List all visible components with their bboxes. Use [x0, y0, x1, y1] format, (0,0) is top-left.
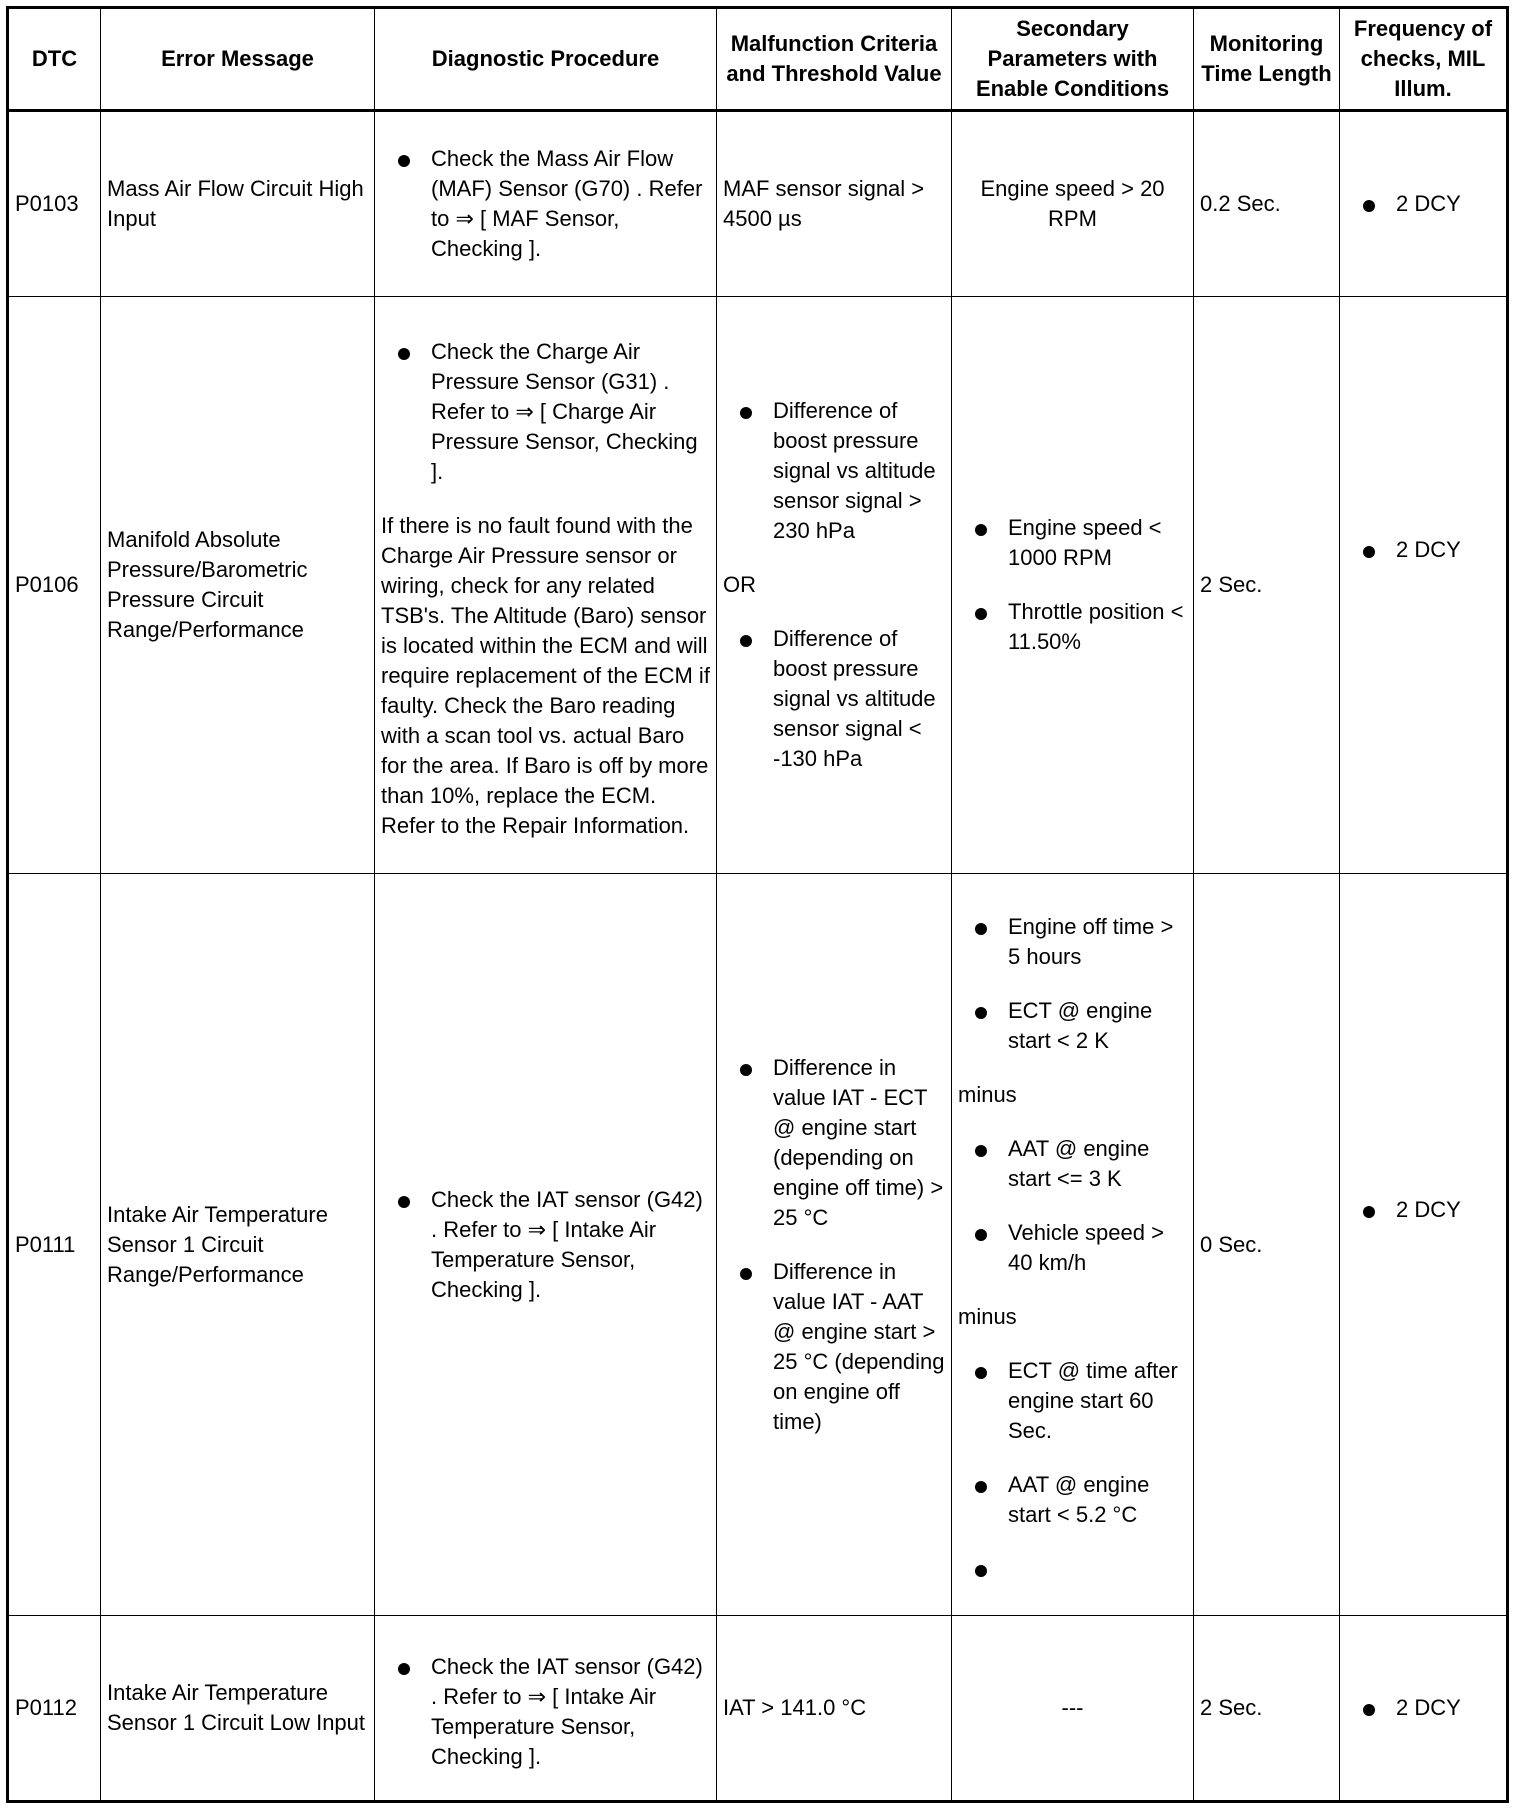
header-frequency: Frequency of checks, MIL Illum.: [1340, 8, 1508, 111]
secondary-item: AAT @ engine start <= 3 K: [958, 1134, 1187, 1194]
diagnostic-procedure: [375, 297, 717, 874]
monitoring-time: 0.2 Sec.: [1194, 111, 1340, 297]
diagnostic-procedure: [375, 1616, 717, 1802]
error-message: Intake Air Temperature Sensor 1 Circuit Range/Performance: [101, 874, 375, 1616]
criteria-item: Difference of boost pressure signal vs altitude sensor signal > 230 hPa: [723, 396, 945, 546]
malfunction-criteria: [717, 874, 952, 1616]
frequency-item: 2 DCY: [1346, 1195, 1500, 1225]
header-secondary-parameters: Secondary Parameters with Enable Conditions: [952, 8, 1194, 111]
secondary-item: Engine off time > 5 hours: [958, 912, 1187, 972]
diagnostic-procedure: [375, 874, 717, 1616]
error-message: Intake Air Temperature Sensor 1 Circuit Low Input: [101, 1616, 375, 1802]
header-row: [8, 8, 1508, 111]
procedure-item: Check the Charge Air Pressure Sensor (G31) . Refer to ⇒ [ Charge Air Pressure Sensor, Checking ].: [381, 337, 710, 487]
secondary-item: AAT @ engine start < 5.2 °C: [958, 1470, 1187, 1530]
secondary-item: Engine speed < 1000 RPM: [958, 513, 1187, 573]
procedure-list: [381, 1185, 710, 1305]
table-row: [8, 297, 1508, 874]
header-diagnostic-procedure: Diagnostic Procedure: [375, 8, 717, 111]
table-row: [8, 111, 1508, 297]
table-row: [8, 1616, 1508, 1802]
frequency-cell: [1340, 1616, 1508, 1802]
secondary-parameters: [952, 874, 1194, 1616]
frequency-item: 2 DCY: [1346, 535, 1500, 565]
monitoring-time: 0 Sec.: [1194, 874, 1340, 1616]
dtc-code: P0106: [8, 297, 101, 874]
monitoring-time: 2 Sec.: [1194, 1616, 1340, 1802]
frequency-cell: [1340, 874, 1508, 1616]
procedure-list: [381, 1652, 710, 1772]
diagnostic-procedure: [375, 111, 717, 297]
secondary-parameters: ---: [952, 1616, 1194, 1802]
procedure-item: Check the IAT sensor (G42) . Refer to ⇒ [ Intake Air Temperature Sensor, Checking ].: [381, 1185, 710, 1305]
secondary-item-empty: [958, 1554, 1187, 1584]
procedure-item: Check the IAT sensor (G42) . Refer to ⇒ [ Intake Air Temperature Sensor, Checking ].: [381, 1652, 710, 1772]
criteria-separator: OR: [723, 572, 756, 597]
secondary-item: ECT @ time after engine start 60 Sec.: [958, 1356, 1187, 1446]
secondary-separator: minus: [958, 1303, 1017, 1329]
dtc-code: P0112: [8, 1616, 101, 1802]
frequency-item: 2 DCY: [1346, 189, 1500, 219]
procedure-list: [381, 337, 710, 487]
malfunction-criteria: MAF sensor signal > 4500 µs: [717, 111, 952, 297]
procedure-note: If there is no fault found with the Charge Air Pressure sensor or wiring, check for any related TSB's. The Altitude (Baro) sensor is located within the ECM and will require replacement of the ECM if faulty. Check the Baro reading with a scan tool vs. actual Baro for the area. If Baro is off by more than 10%, replace the ECM. Refer to the Repair Information.: [381, 513, 710, 838]
header-malfunction-criteria: Malfunction Criteria and Threshold Value: [717, 8, 952, 111]
secondary-item: Vehicle speed > 40 km/h: [958, 1218, 1187, 1278]
header-monitoring-time: Monitoring Time Length: [1194, 8, 1340, 111]
header-dtc: DTC: [8, 8, 101, 111]
criteria-item: Difference of boost pressure signal vs altitude sensor signal < -130 hPa: [723, 624, 945, 774]
secondary-item: Throttle position < 11.50%: [958, 597, 1187, 657]
malfunction-criteria: [717, 297, 952, 874]
dtc-code: P0111: [8, 874, 101, 1616]
criteria-item: Difference in value IAT - AAT @ engine start > 25 °C (depending on engine off time): [723, 1257, 945, 1437]
frequency-cell: [1340, 297, 1508, 874]
criteria-item: Difference in value IAT - ECT @ engine start (depending on engine off time) > 25 °C: [723, 1053, 945, 1233]
monitoring-time: 2 Sec.: [1194, 297, 1340, 874]
frequency-item: 2 DCY: [1346, 1693, 1500, 1723]
secondary-parameters: Engine speed > 20 RPM: [952, 111, 1194, 297]
malfunction-criteria: IAT > 141.0 °C: [717, 1616, 952, 1802]
secondary-parameters: [952, 297, 1194, 874]
secondary-separator: minus: [958, 1081, 1017, 1107]
dtc-table: [6, 6, 1509, 1803]
table-row: [8, 874, 1508, 1616]
header-error-message: Error Message: [101, 8, 375, 111]
procedure-list: [381, 144, 710, 264]
error-message: Manifold Absolute Pressure/Barometric Pressure Circuit Range/Performance: [101, 297, 375, 874]
dtc-code: P0103: [8, 111, 101, 297]
secondary-item: ECT @ engine start < 2 K: [958, 996, 1187, 1056]
error-message: Mass Air Flow Circuit High Input: [101, 111, 375, 297]
frequency-cell: [1340, 111, 1508, 297]
procedure-item: Check the Mass Air Flow (MAF) Sensor (G70) . Refer to ⇒ [ MAF Sensor, Checking ].: [381, 144, 710, 264]
